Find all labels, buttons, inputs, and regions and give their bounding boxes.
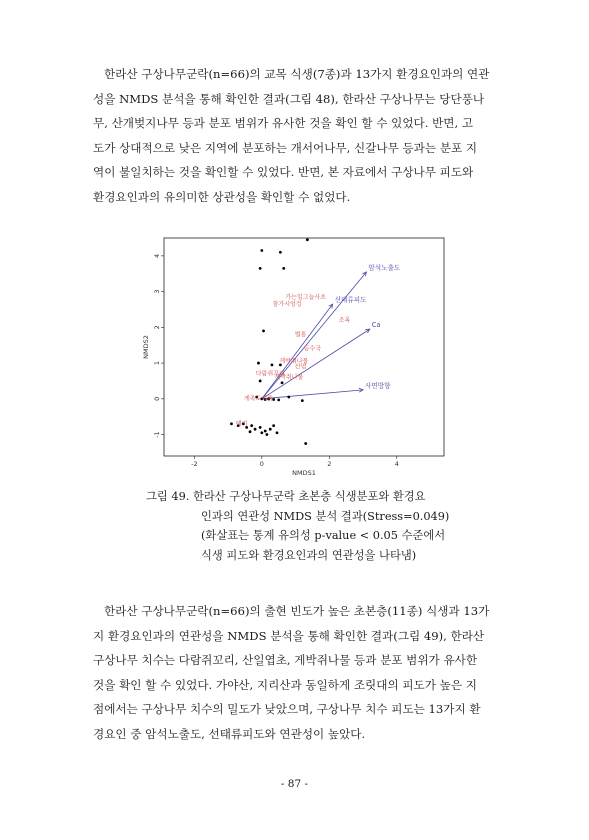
env-vector-label: 사면방향	[365, 381, 391, 390]
species-labels	[236, 293, 351, 428]
text-line: 성을 NMDS 분석을 통해 확인한 결과(그림 48), 한라산 구상나무는 당단풍나	[93, 91, 485, 106]
paragraph-tree-layer-nmds	[93, 62, 503, 209]
page-number: - 87 -	[280, 778, 309, 790]
text-line: 것을 확인 할 수 있었다. 가야산, 지리산과 동일하게 조릿대의 피도가 높은 지	[93, 677, 477, 692]
y-tick-label: 0	[153, 396, 161, 401]
text-line: 지 환경요인과의 연관성을 NMDS 분석을 통해 확인한 결과(그림 49), 한라산	[93, 628, 485, 643]
text-line: 경요인 중 암석노출도, 선태류피도와 연관성이 높았다.	[93, 726, 366, 741]
species-label: 조록	[338, 316, 351, 324]
site-point	[281, 381, 284, 384]
axes	[142, 254, 399, 477]
site-point	[259, 267, 262, 270]
site-point	[265, 433, 268, 436]
env-vector-label: Ca	[371, 321, 381, 330]
site-point	[260, 431, 263, 434]
species-label: 참가시엉겅	[272, 300, 302, 308]
caption-line: 그림 49. 한라산 구상나무군락 초본층 식생분포와 환경요	[146, 490, 426, 503]
env-vector-label: 선태류피도	[334, 296, 367, 305]
site-points	[230, 238, 309, 445]
species-label: 벌통	[294, 331, 307, 339]
y-tick-label: 2	[153, 325, 161, 330]
site-point	[259, 380, 262, 383]
site-point	[262, 330, 265, 333]
text-line: 구상나무 치수는 다람쥐꼬리, 산일엽초, 게박쥐나물 등과 분포 범위가 유사한	[93, 653, 478, 667]
site-point	[250, 424, 253, 427]
site-point	[257, 362, 260, 365]
x-tick-label: 2	[327, 460, 332, 468]
x-tick-label: 4	[394, 460, 399, 468]
y-tick-label: -1	[153, 431, 161, 438]
x-tick-label: 0	[259, 460, 264, 468]
site-point	[276, 431, 279, 434]
species-label: 등수국	[303, 345, 322, 353]
text-line: 환경요인과의 유의미한 상관성을 확인할 수 없었다.	[93, 189, 351, 204]
species-label: 산염	[294, 363, 307, 371]
site-point	[271, 363, 274, 366]
site-point	[230, 422, 233, 425]
text-line: 무, 산개벚지나무 등과 분포 범위가 유사한 것을 확인 할 수 있었다. 반면, 고	[93, 116, 474, 130]
env-vector-label: 암석노출도	[368, 263, 401, 272]
species-label: 애기	[235, 420, 248, 428]
species-label: 계박쥐나물	[274, 374, 304, 382]
site-point	[279, 251, 282, 254]
figure-caption	[146, 487, 476, 565]
nmds-ordination-figure	[140, 232, 450, 482]
text-line: 도가 상대적으로 낮은 지역에 분포하는 개서어나무, 신갈나무 등과는 분포 지	[93, 140, 478, 155]
caption-line: (화살표는 통계 유의성 p-value < 0.05 수준에서	[201, 529, 446, 542]
site-point	[259, 426, 262, 429]
x-tick-label: -2	[191, 460, 198, 468]
species-label: 다람쥐꼬리	[255, 370, 285, 378]
env-vector-arrow	[262, 329, 370, 399]
text-line: 점에서는 구상나무 치수의 밀도가 낮았으며, 구상나무 치수 피도는 13가지 환	[93, 702, 481, 716]
site-point	[304, 442, 307, 445]
paragraph-herb-layer-nmds	[93, 599, 503, 746]
site-point	[301, 399, 304, 402]
y-axis-label: NMDS2	[142, 335, 150, 359]
env-vector-arrow	[262, 390, 363, 399]
site-point	[269, 428, 272, 431]
site-point	[264, 430, 267, 433]
species-label: 가는잎그늘사초	[285, 293, 326, 301]
species-label: 게박쥐나물	[279, 358, 309, 366]
site-point	[272, 424, 275, 427]
x-axis-label: NMDS1	[292, 469, 316, 477]
site-point	[282, 267, 285, 270]
site-point	[306, 238, 309, 241]
site-point	[277, 398, 280, 401]
caption-line: 인과의 연관성 NMDS 분석 결과(Stress=0.049)	[201, 509, 450, 523]
y-tick-label: 1	[153, 361, 161, 366]
env-vector-head	[365, 329, 369, 333]
caption-line: 식생 피도와 환경요인과의 연관성을 나타냄)	[201, 548, 417, 562]
site-point	[260, 249, 263, 252]
text-line: 한라산 구상나무군락(n=66)의 출현 빈도가 높은 초본층(11종) 식생과 13가	[104, 604, 490, 618]
site-point	[249, 430, 252, 433]
species-label: 게족도리풀	[243, 395, 273, 403]
y-tick-label: 4	[153, 253, 161, 258]
site-point	[287, 396, 290, 399]
y-tick-label: 3	[153, 289, 161, 294]
text-line: 역이 불일치하는 것을 확인할 수 있었다. 반면, 본 자료에서 구상나무 피도와	[93, 165, 474, 179]
env-vector-arrow	[262, 304, 333, 399]
nmds-plot	[140, 232, 450, 482]
text-line: 한라산 구상나무군락(n=66)의 교목 식생(7종)과 13가지 환경요인과의 연관	[104, 67, 490, 81]
site-point	[254, 428, 257, 431]
